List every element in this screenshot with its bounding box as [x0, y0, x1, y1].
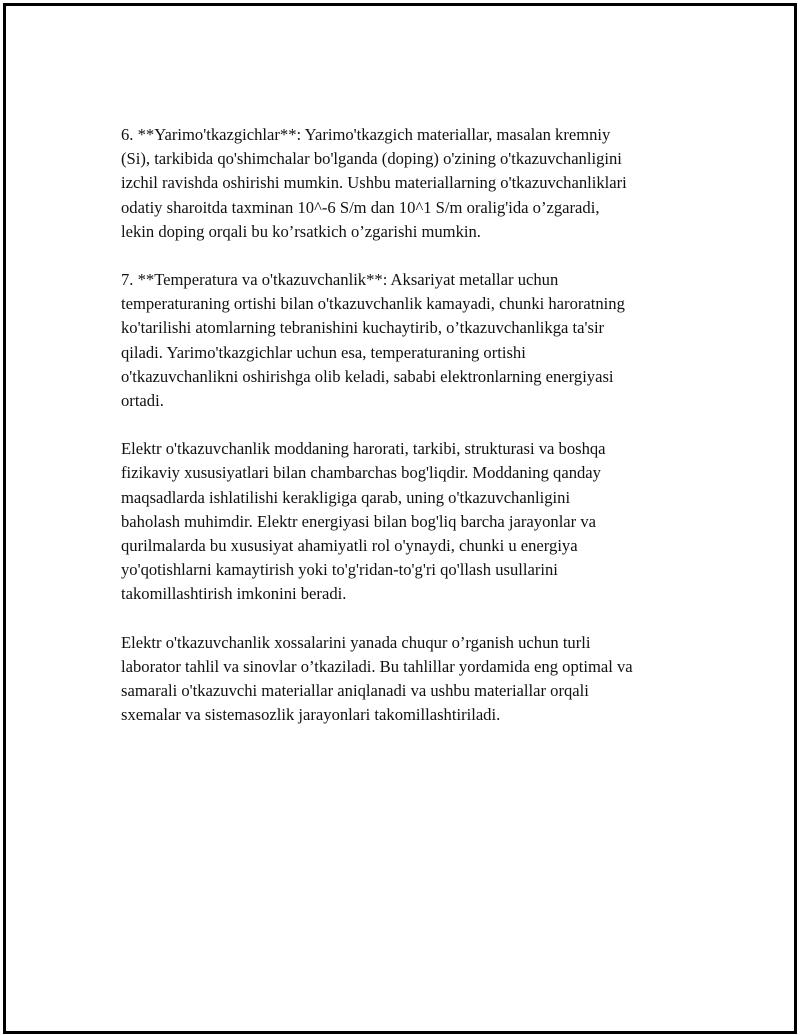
document-body — [121, 123, 696, 751]
paragraph-conductivity-properties: Elektr o'tkazuvchanlik moddaning harorati, tarkibi, strukturasi va boshqa fizikaviy xususiyatlari bilan chambarchas bog'liqdir. Moddaning qanday maqsadlarda ishlatilishi kerakligiga qarab, uning o'tkazuvchanligini baholash muhimdir. Elektr energiyasi bilan bog'liq barcha jarayonlar va qurilmalarda bu xususiyat ahamiyatli rol o'ynaydi, chunki u energiya yo'qotishlarni kamaytirish yoki to'g'ridan-to'g'ri qo'llash usullarini takomillashtirish imkonini beradi. — [121, 439, 606, 604]
paragraph-semiconductors: 6. **Yarimo'tkazgichlar**: Yarimo'tkazgich materiallar, masalan kremniy (Si), tarkibida qo'shimchalar bo'lganda (doping) o'zining o'tkazuvchanligini izchil ravishda oshirishi mumkin. Ushbu materiallarning o'tkazuvchanliklari odatiy sharoitda taxminan 10^-6 S/m dan 10^1 S/m oralig'ida o’zgaradi, lekin doping orqali bu ko’rsatkich o’zgarishi mumkin. — [121, 125, 627, 241]
document-page — [3, 3, 797, 1034]
paragraph-temperature: 7. **Temperatura va o'tkazuvchanlik**: Aksariyat metallar uchun temperaturaning ortishi bilan o'tkazuvchanlik kamayadi, chunki haroratning ko'tarilishi atomlarning tebranishini kuchaytirib, o’tkazuvchanlikga ta'sir qiladi. Yarimo'tkazgichlar uchun esa, temperaturaning ortishi o'tkazuvchanlikni oshirishga olib keladi, sababi elektronlarning energiyasi ortadi. — [121, 270, 625, 411]
paragraph-laboratory-analysis: Elektr o'tkazuvchanlik xossalarini yanada chuqur o’rganish uchun turli laborator tahlil va sinovlar o’tkaziladi. Bu tahlillar yordamida eng optimal va samarali o'tkazuvchi materiallar aniqlanadi va ushbu materiallar orqali sxemalar va sistemasozlik jarayonlari takomillashtiriladi. — [121, 632, 633, 725]
